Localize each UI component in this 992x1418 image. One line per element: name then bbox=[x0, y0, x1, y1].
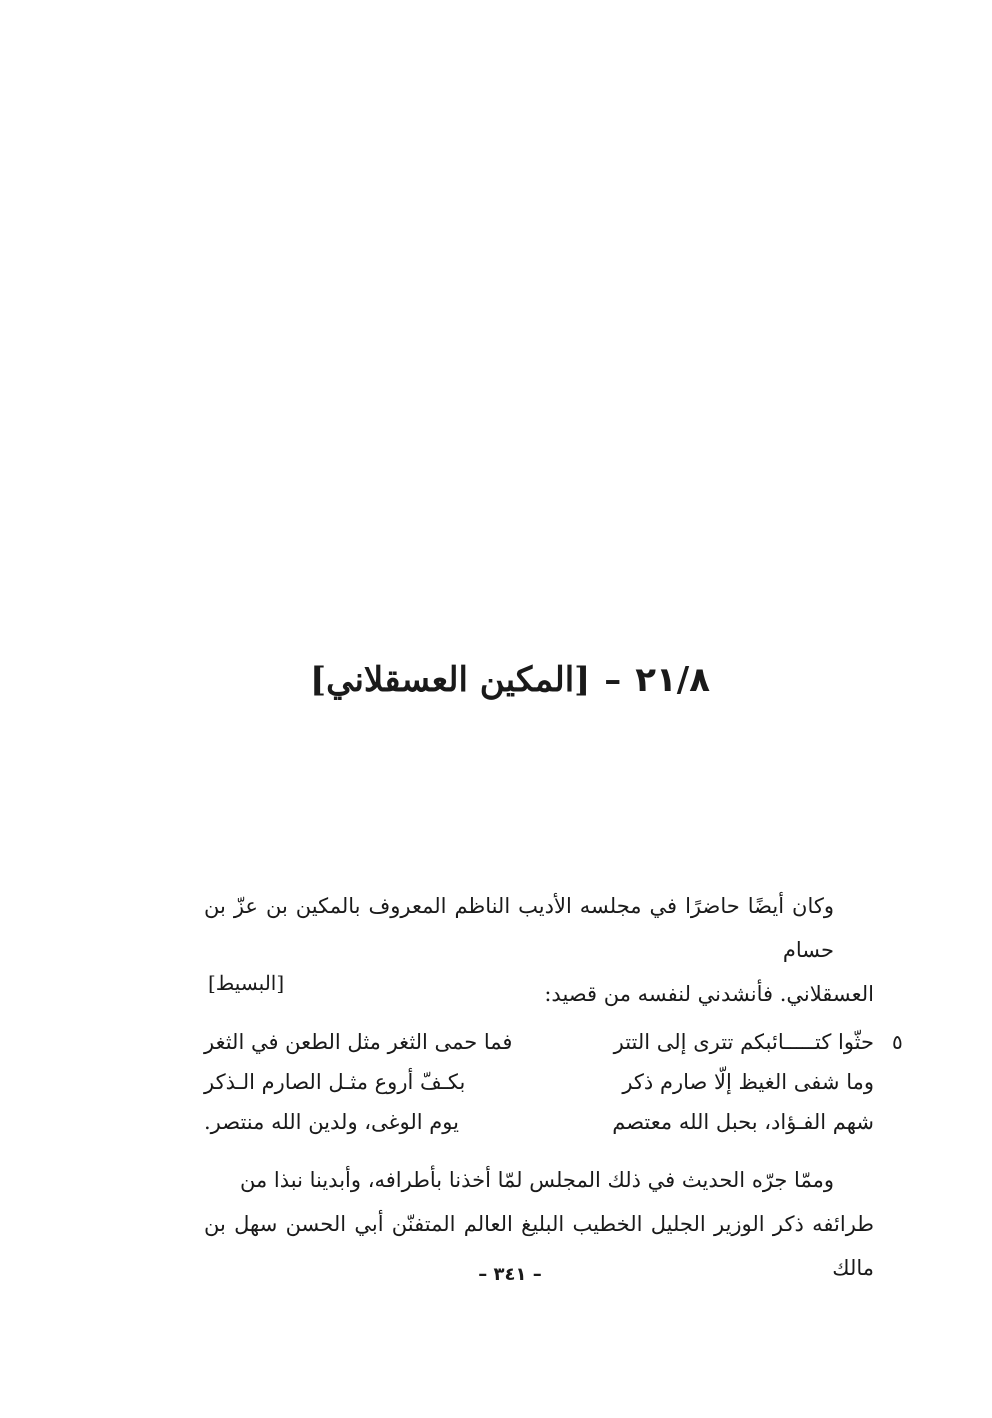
section-number: ٢١/٨ bbox=[635, 660, 710, 700]
section-title: [المكين العسقلاني] bbox=[310, 660, 591, 700]
verse-line bbox=[204, 1062, 874, 1102]
section-heading bbox=[300, 650, 720, 710]
paragraph-line: وممّا جرّه الحديث في ذلك المجلس لمّا أخذنا بأطرافه، وأبدينا نبذا من bbox=[239, 1168, 834, 1192]
verse-line bbox=[204, 1102, 874, 1142]
verse-second-hemistich: بكـفّ أروع مثـل الصارم الـذكر bbox=[204, 1070, 466, 1094]
verse-first-hemistich: وما شفى الغيظ إلّا صارم ذكر bbox=[622, 1070, 874, 1094]
intro-paragraph bbox=[204, 884, 874, 1016]
page-number: – ٣٤١ – bbox=[478, 1264, 542, 1285]
verse-first-hemistich: شهم الفـؤاد، بحبل الله معتصم bbox=[612, 1110, 874, 1134]
paragraph-line: طرائفه ذكر الوزير الجليل الخطيب البليغ العالم المتفنّن أبي الحسن سهل بن مالك bbox=[204, 1212, 874, 1280]
poetic-meter-label: [البسيط] bbox=[208, 971, 285, 995]
verse-line bbox=[204, 1022, 874, 1062]
verse-first-hemistich: حثّوا كتـــــائبكم تترى إلى التتر bbox=[613, 1030, 874, 1054]
verse-second-hemistich: يوم الوغى، ولدين الله منتصر. bbox=[204, 1110, 459, 1134]
paragraph-line: وكان أيضًا حاضرًا في مجلسه الأديب الناظم المعروف بالمكين بن عزّ بن حسام bbox=[204, 894, 834, 962]
verse-second-hemistich: فما حمى الثغر مثل الطعن في الثغر bbox=[204, 1030, 513, 1054]
line-number-marker: ٥ bbox=[892, 1030, 903, 1054]
paragraph-line: العسقلاني. فأنشدني لنفسه من قصيد: bbox=[544, 982, 874, 1006]
heading-dash: – bbox=[604, 660, 622, 700]
poem-verses bbox=[204, 1022, 874, 1142]
